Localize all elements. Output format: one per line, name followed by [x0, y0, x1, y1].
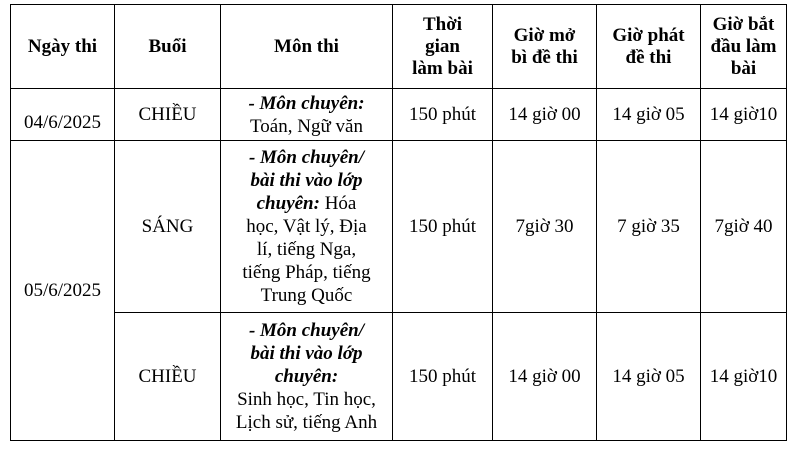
open-time-cell: 14 giờ 00 — [493, 89, 597, 141]
date-cell: 05/6/2025 — [11, 141, 115, 441]
distribute-time-cell: 7 giờ 35 — [597, 141, 701, 313]
table-row — [11, 313, 787, 441]
session-cell: CHIỀU — [115, 89, 221, 141]
duration-cell: 150 phút — [393, 141, 493, 313]
date-cell: 04/6/2025 — [11, 89, 115, 141]
table-row — [11, 89, 787, 141]
header-date: Ngày thi — [11, 5, 115, 89]
session-cell: SÁNG — [115, 141, 221, 313]
duration-cell: 150 phút — [393, 89, 493, 141]
subject-cell: - Môn chuyên/ bài thi vào lớp chuyên: Hóa học, Vật lý, Địa lí, tiếng Nga, tiếng Pháp, tiếng Trung Quốc — [221, 141, 393, 313]
header-open-time: Giờ mở bì đề thi — [493, 5, 597, 89]
header-distribute-time: Giờ phát đề thi — [597, 5, 701, 89]
start-time-cell: 14 giờ10 — [701, 313, 787, 441]
table-row — [11, 141, 787, 313]
distribute-time-cell: 14 giờ 05 — [597, 313, 701, 441]
exam-schedule — [10, 4, 787, 441]
distribute-time-cell: 14 giờ 05 — [597, 89, 701, 141]
header-duration: Thời gian làm bài — [393, 5, 493, 89]
header-row — [11, 5, 787, 89]
header-start-time: Giờ bắt đầu làm bài — [701, 5, 787, 89]
duration-cell: 150 phút — [393, 313, 493, 441]
header-subject: Môn thi — [221, 5, 393, 89]
open-time-cell: 7giờ 30 — [493, 141, 597, 313]
session-cell: CHIỀU — [115, 313, 221, 441]
exam-schedule-table — [10, 4, 787, 441]
subject-cell: - Môn chuyên/ bài thi vào lớp chuyên: Sinh học, Tin học, Lịch sử, tiếng Anh — [221, 313, 393, 441]
header-session: Buổi — [115, 5, 221, 89]
subject-cell: - Môn chuyên: Toán, Ngữ văn — [221, 89, 393, 141]
start-time-cell: 14 giờ10 — [701, 89, 787, 141]
open-time-cell: 14 giờ 00 — [493, 313, 597, 441]
start-time-cell: 7giờ 40 — [701, 141, 787, 313]
